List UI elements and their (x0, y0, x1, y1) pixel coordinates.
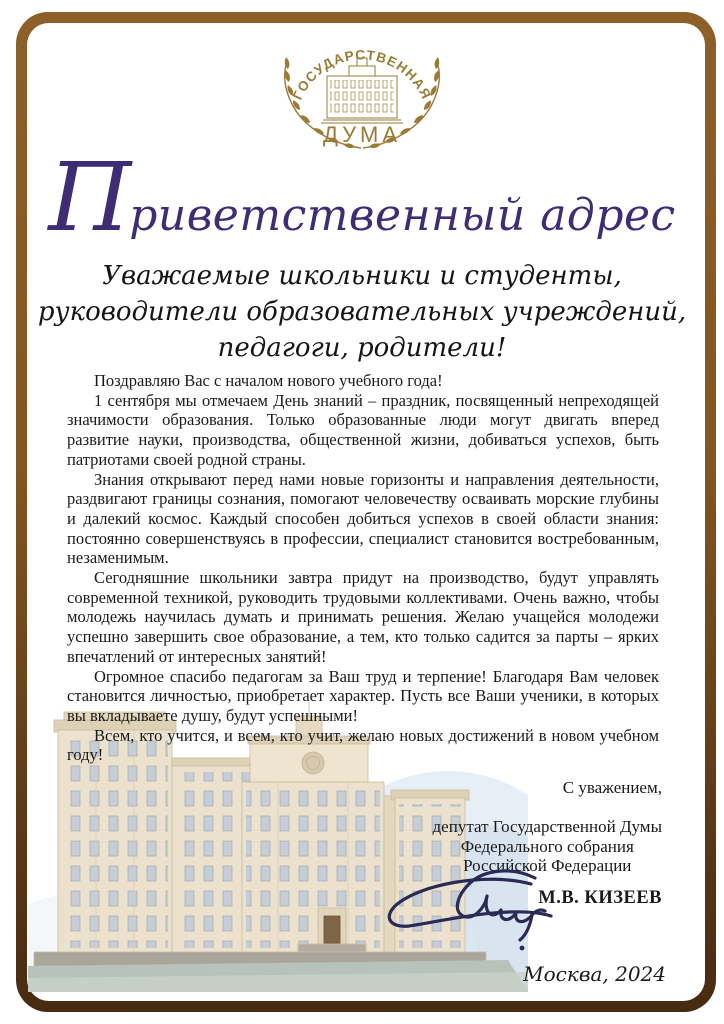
body-paragraph: Поздравляю Вас с началом нового учебного года! (94, 371, 443, 390)
salutation-line: руководители образовательных учреждений, (37, 297, 687, 327)
body-paragraph: 1 сентября мы отмечаем День знаний – праздник, посвященный непреходящей значимости образования. Только образованные люди могут двигать вперед развитие науки, производства, общественной жизни, добиваться успехов, быть патриотами своей родной страны. (67, 390, 659, 469)
title-text: риветственный адрес (129, 190, 676, 241)
emblem-duma-text: ДУМА (322, 122, 402, 147)
place-and-date: Москва, 2024 (523, 962, 666, 986)
handwritten-signature-icon (383, 864, 558, 964)
body-paragraph: Сегодняшние школьники завтра придут на производство, будут управлять современной техникой, руководить трудовыми коллективами. Очень важно, чтобы молодежь научилась думать и принимать решения. Желаю учащейся молодежи успешно завершить свое образование, а тем, кто только садится за парты – ярких впечатлений от интересных занятий! (67, 568, 659, 666)
signatory-title-line: депутат Государственной Думы (432, 817, 662, 836)
letter-body (67, 371, 659, 765)
signatory-name: М.В. КИЗЕЕВ (538, 888, 662, 908)
body-paragraph: Знания открывают перед нами новые горизонты и направления деятельности, раздвигают границы сознания, помогают человечеству осваивать морские глубины и далекий космос. Каждый способен добиться успехов в своей области знания: постоянно совершенствуясь в профессии, специалист становится востребованным, незаменимым. (67, 469, 659, 568)
page-title (0, 143, 724, 253)
signatory-title-line: Федерального собрания (460, 836, 634, 856)
body-paragraph: Огромное спасибо педагогам за Ваш труд и терпение! Благодаря Вам человек становится личностью, приобретает характер. Пусть все Ваши ученики, в которых вы вкладываете душу, будут успешными! (67, 666, 659, 725)
salutation-line: Уважаемые школьники и студенты, (102, 261, 622, 291)
signatory-title-line: Российской Федерации (463, 856, 632, 875)
salutation (0, 258, 724, 366)
emblem-arc-text: ГОСУДАРСТВЕННАЯ (289, 47, 435, 103)
salutation-line: педагоги, родители! (217, 333, 507, 363)
closing-salutation: С уважением, (562, 778, 662, 797)
title-drop-cap: П (48, 143, 130, 253)
body-paragraph: Всем, кто учится, и всем, кто учит, желаю новых достижений в новом учебном году! (67, 725, 659, 765)
state-duma-emblem-icon (277, 30, 447, 155)
